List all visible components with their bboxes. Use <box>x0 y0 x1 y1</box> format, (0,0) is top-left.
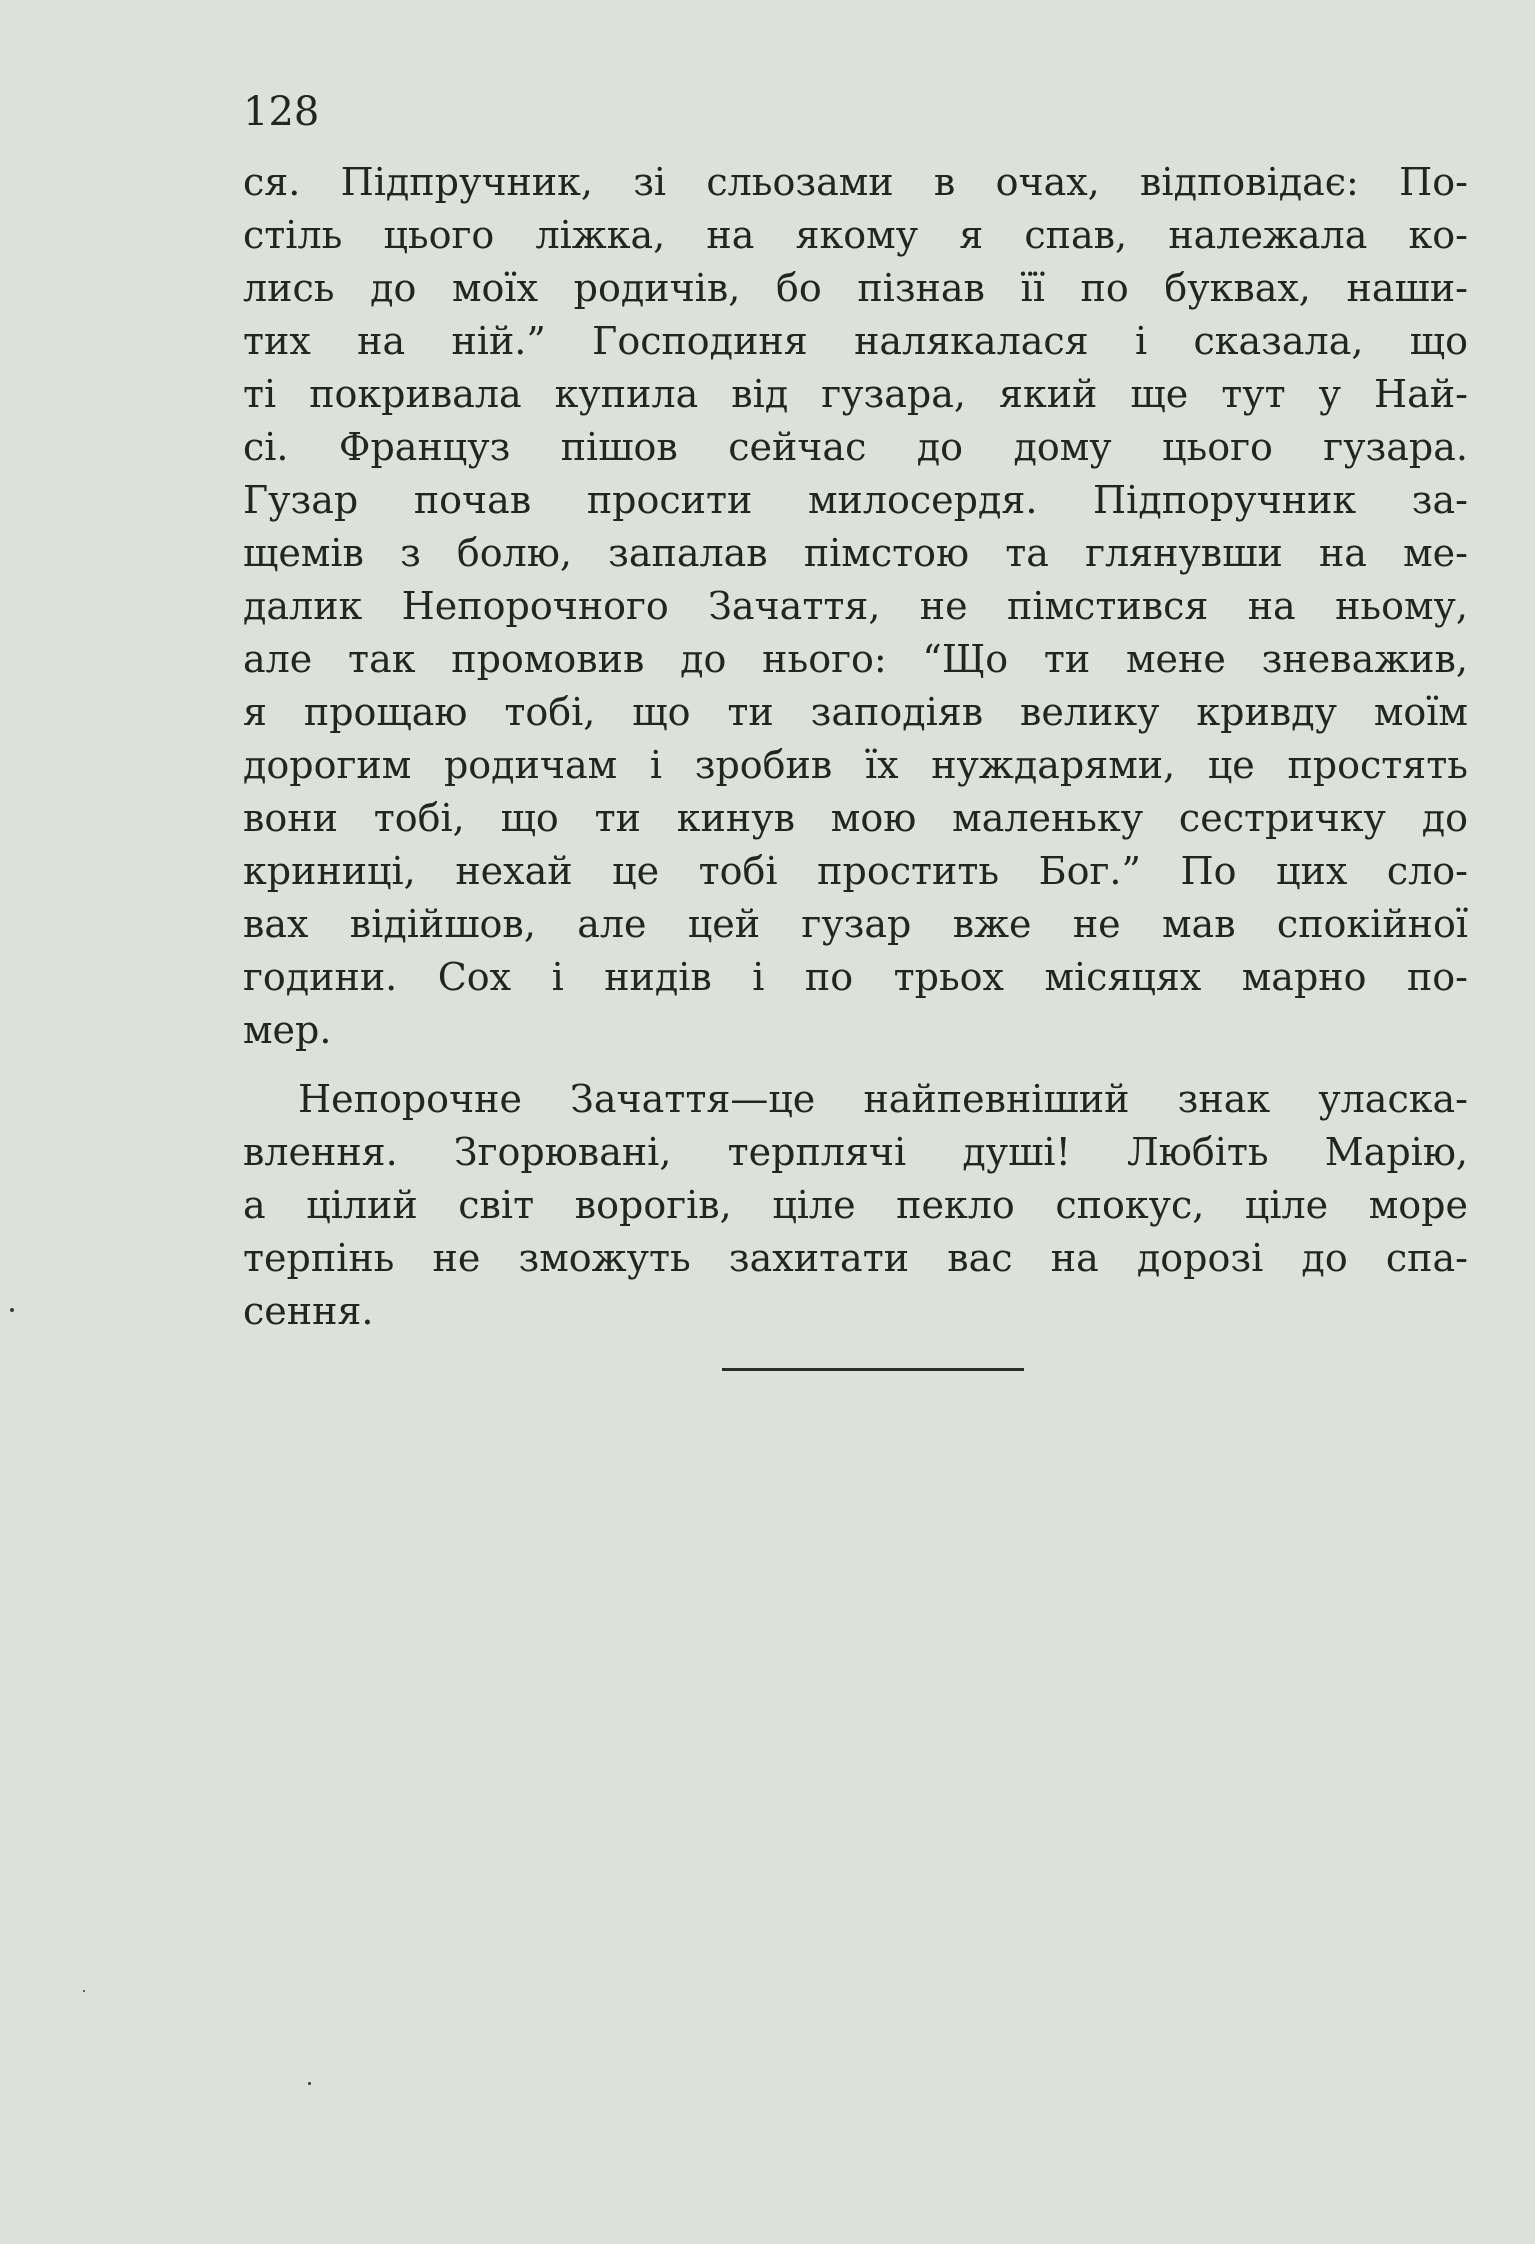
paragraph-1 <box>243 156 1468 1057</box>
text-line: ті покривала купила від гузара, який ще тут у Най- <box>243 372 1468 416</box>
paragraph-2 <box>243 1073 1468 1338</box>
section-end-rule <box>722 1368 1024 1371</box>
text-line: щемів з болю, запалав пімстою та глянувши на ме- <box>243 531 1468 575</box>
page-number: 128 <box>243 89 320 135</box>
text-line: вони тобі, що ти кинув мою маленьку сестричку до <box>243 796 1468 840</box>
text-line: терпінь не зможуть захитати вас на дорозі до спа- <box>243 1236 1468 1280</box>
text-line: криниці, нехай це тобі простить Бог.” По цих сло- <box>243 849 1468 893</box>
paper-speck <box>10 1308 14 1312</box>
text-line: сення. <box>243 1289 374 1333</box>
text-line: години. Сох і нидів і по трьох місяцях марно по- <box>243 955 1468 999</box>
text-line: тих на ній.” Господиня налякалася і сказала, що <box>243 319 1468 363</box>
text-line: дорогим родичам і зробив їх нуждарями, це простять <box>243 743 1468 787</box>
text-line: Непорочне Зачаття—це найпевніший знак уласка- <box>298 1077 1468 1121</box>
paper-speck <box>83 1990 85 1992</box>
text-line: але так промовив до нього: “Що ти мене зневажив, <box>243 637 1468 681</box>
text-line: Гузар почав просити милосердя. Підпоручник за- <box>243 478 1468 522</box>
text-line: влення. Згорювані, терплячі душі! Любіть Марію, <box>243 1130 1468 1174</box>
text-line: вах відійшов, але цей гузар вже не мав спокійної <box>243 902 1468 946</box>
body-text <box>243 156 1468 1338</box>
text-line: мер. <box>243 1008 332 1052</box>
paragraph-gap <box>243 1057 1468 1073</box>
text-line: я прощаю тобі, що ти заподіяв велику кривду моїм <box>243 690 1468 734</box>
text-line: далик Непорочного Зачаття, не пімстився на ньому, <box>243 584 1468 628</box>
text-line: а цілий світ ворогів, ціле пекло спокус, ціле море <box>243 1183 1468 1227</box>
paper-speck <box>308 2082 311 2085</box>
text-line: стіль цього ліжка, на якому я спав, належала ко- <box>243 213 1468 257</box>
text-line: лись до моїх родичів, бо пізнав її по буквах, наши- <box>243 266 1468 310</box>
text-line: сі. Француз пішов сейчас до дому цього гузара. <box>243 425 1468 469</box>
text-line: ся. Підпручник, зі сльозами в очах, відповідає: По- <box>243 160 1468 204</box>
